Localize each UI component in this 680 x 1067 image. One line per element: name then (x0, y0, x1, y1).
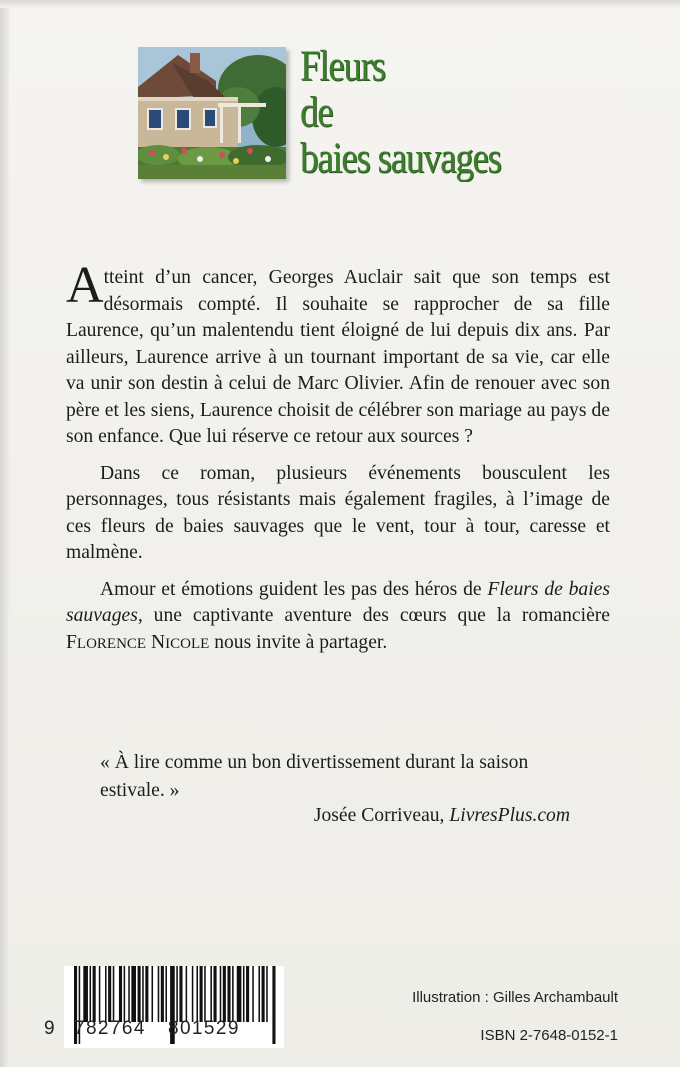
synopsis-book-title: Fleurs de baies sauvages, (66, 578, 610, 626)
title-line-3: baies sauvages (300, 135, 501, 182)
title-line-1: Fleurs (300, 43, 385, 90)
cover-edge-left (0, 0, 10, 1067)
barcode-bar (258, 966, 260, 1022)
barcode-bar (105, 966, 107, 1022)
barcode-bar (223, 966, 226, 1022)
reviewer-name: Josée Corriveau, (313, 805, 450, 826)
book-title (300, 44, 575, 182)
barcode-bar (186, 966, 188, 1022)
barcode-bar (237, 966, 242, 1022)
synopsis-paragraph-1-text: tteint d’un cancer, Georges Auclair sait que son temps est désormais compté. Il souhaite se rapprocher de sa fille Laurence, qu’un malentendu tient éloigné de lui depuis dix ans. Par ailleurs, Laurence arrive à un tournant important de sa vie, car elle va unir son destin à celui de Marc Olivier. Afin de renouer avec son père et les siens, Laurence choisit de célébrer son mariage au pays de son enfance. Que lui réserve ce retour aux sources ? (66, 267, 610, 447)
barcode-bar (145, 966, 148, 1022)
barcode-digit-first: 9 (44, 1018, 55, 1039)
barcode-bar (161, 966, 164, 1022)
barcode-bar (266, 966, 268, 1022)
synopsis-paragraph-2: Dans ce roman, plusieurs événements bousculent les personnages, tous résistants mais également fragiles, à l’image de ces fleurs de baies sauvages que le vent, tour à tour, caresse et malmène. (66, 462, 610, 563)
barcode-bar (179, 966, 182, 1022)
synopsis-p3-after: nous invite à partager. (209, 631, 388, 653)
illustration-credit: Illustration : Gilles Archambault (412, 989, 618, 1006)
cover-illustration (138, 47, 286, 179)
barcode-bar (232, 966, 234, 1022)
barcode-bar (124, 966, 126, 1022)
barcode-bar (227, 966, 230, 1022)
barcode-bar (131, 966, 136, 1022)
barcode-bar (128, 966, 130, 1022)
barcode-bar (138, 966, 141, 1022)
barcode-bar (90, 966, 92, 1022)
barcode-bar (152, 966, 154, 1022)
barcode-bar (142, 966, 144, 1022)
barcode-bar (272, 966, 275, 1044)
barcode-digit-group-1: 782764 (74, 1018, 146, 1039)
review-attribution (100, 803, 570, 829)
barcode-bar (262, 966, 265, 1022)
review-quote (100, 749, 580, 805)
house-painting-icon (138, 47, 286, 179)
barcode-bar (113, 966, 115, 1022)
barcode-bar (204, 966, 206, 1022)
barcode-bar (165, 966, 167, 1022)
review-quote-text: « À lire comme un bon divertissement durant la saison estivale. » (100, 752, 529, 801)
barcode-bar (83, 966, 88, 1022)
barcode-bar (119, 966, 122, 1022)
barcode-bar (108, 966, 111, 1022)
barcode-bar (210, 966, 212, 1022)
barcode-bar (252, 966, 254, 1022)
synopsis (66, 257, 610, 657)
author-name: FLORENCE NICOLE (66, 631, 210, 653)
drop-cap: A (66, 257, 104, 314)
barcode-bar (158, 966, 160, 1022)
barcode-bar (176, 966, 178, 1022)
barcode-bar (192, 966, 194, 1022)
barcode-bar (196, 966, 198, 1022)
barcode-bar (214, 966, 217, 1022)
barcode-bar (93, 966, 96, 1022)
barcode-bar (220, 966, 222, 1022)
title-line-2: de (300, 89, 333, 136)
barcode-bar (99, 966, 101, 1022)
synopsis-paragraph-3 (66, 577, 610, 658)
isbn-number: ISBN 2-7648-0152-1 (480, 1027, 618, 1044)
barcode-bar (246, 966, 249, 1022)
barcode-bar (243, 966, 245, 1022)
synopsis-paragraph-1 (66, 257, 610, 451)
synopsis-p3-middle: une captivante aventure des cœurs que la romancière (142, 605, 610, 626)
cover-edge-top (0, 0, 680, 8)
barcode-bar (200, 966, 203, 1022)
review-source: LivresPlus.com (449, 805, 570, 826)
barcode-digit-group-2: 801529 (168, 1018, 240, 1039)
synopsis-p3-before: Amour et émotions guident les pas des héros de (100, 578, 488, 600)
